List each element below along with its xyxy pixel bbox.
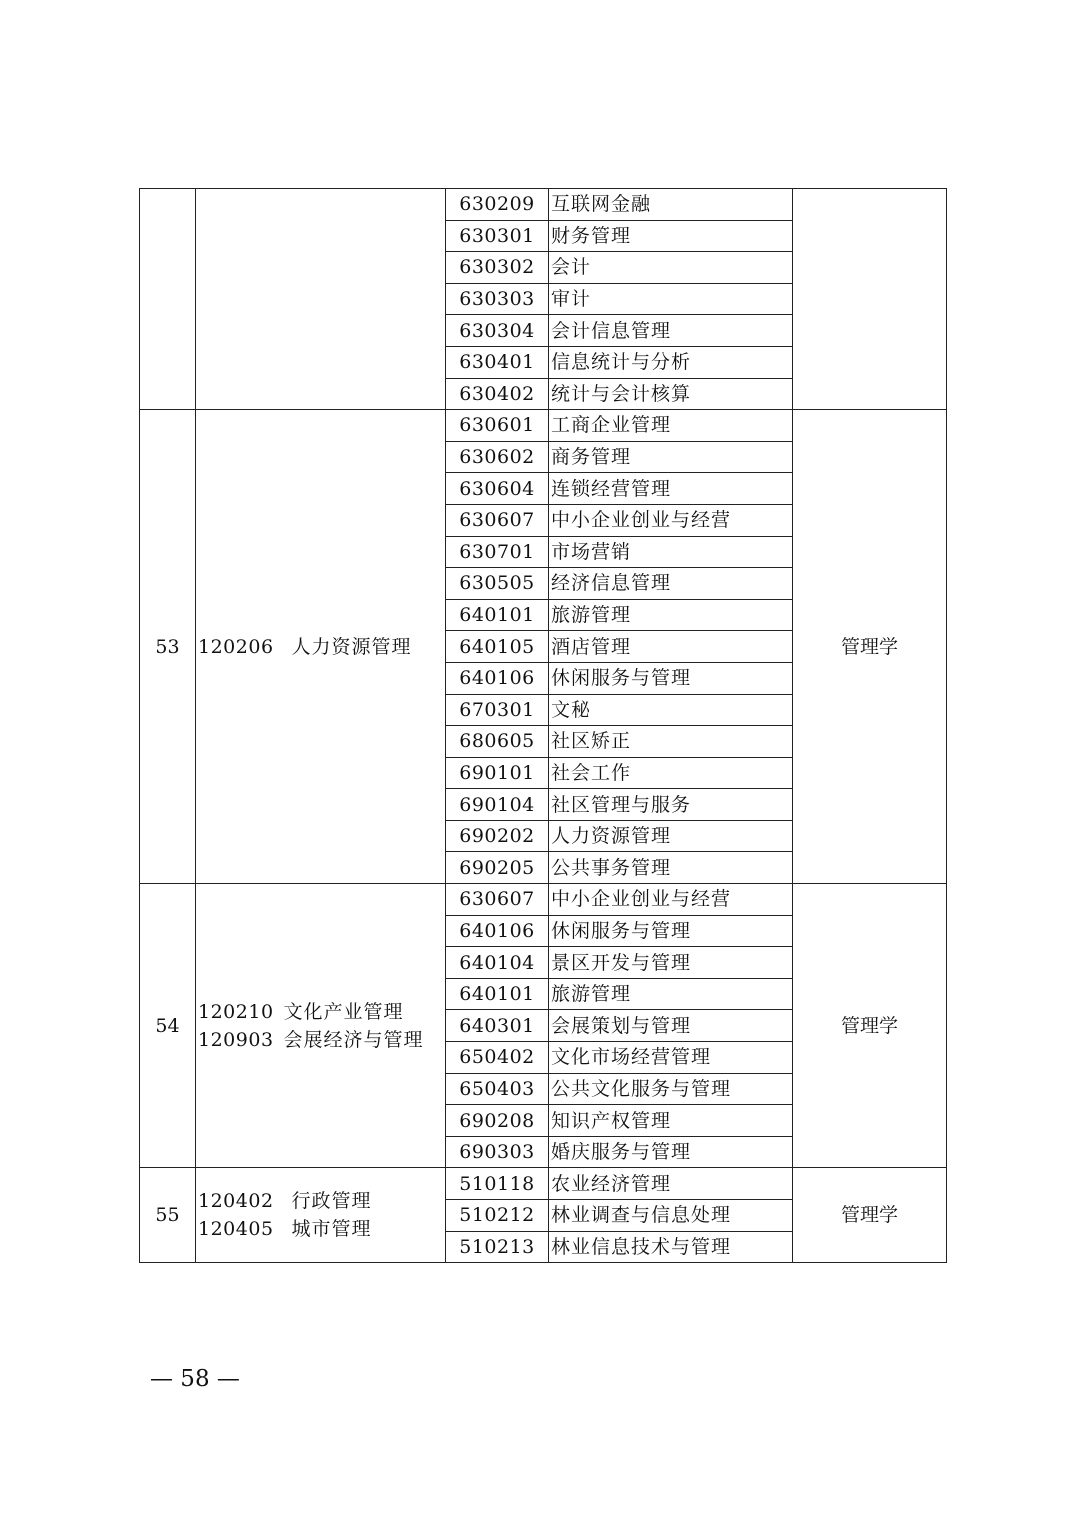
undergrad-major-code: 120405 [198,1218,274,1241]
undergrad-major-code: 120206 [198,635,274,658]
vocational-major-code: 640101 [446,978,549,1010]
vocational-major-code: 630505 [446,568,549,600]
vocational-major-code: 640301 [446,1010,549,1042]
vocational-major-code: 630304 [446,315,549,347]
discipline-category: 管理学 [793,1168,947,1263]
undergrad-majors-cell [196,189,446,410]
major-table [139,188,947,1263]
vocational-major-name: 中小企业创业与经营 [549,884,793,916]
undergrad-major [198,1026,445,1054]
vocational-major-code: 630301 [446,220,549,252]
vocational-major-code: 690208 [446,1105,549,1137]
vocational-major-name: 林业信息技术与管理 [549,1231,793,1263]
vocational-major-name: 统计与会计核算 [549,378,793,410]
vocational-major-code: 630701 [446,536,549,568]
vocational-major-code: 640104 [446,947,549,979]
vocational-major-name: 公共事务管理 [549,852,793,884]
vocational-major-code: 630602 [446,441,549,473]
vocational-major-name: 信息统计与分析 [549,346,793,378]
undergrad-major [198,998,445,1026]
vocational-major-code: 630601 [446,410,549,442]
vocational-major-code: 630302 [446,252,549,284]
vocational-major-name: 市场营销 [549,536,793,568]
vocational-major-name: 中小企业创业与经营 [549,504,793,536]
discipline-category: 管理学 [793,884,947,1168]
undergrad-major-name: 人力资源管理 [291,635,412,658]
group-number: 53 [140,410,196,884]
vocational-major-name: 农业经济管理 [549,1168,793,1200]
vocational-major-name: 旅游管理 [549,599,793,631]
vocational-major-code: 640101 [446,599,549,631]
vocational-major-code: 630402 [446,378,549,410]
undergrad-major-code: 120903 [198,1028,274,1051]
vocational-major-code: 640106 [446,662,549,694]
vocational-major-code: 670301 [446,694,549,726]
vocational-major-code: 690104 [446,789,549,821]
vocational-major-name: 连锁经营管理 [549,473,793,505]
table-row [140,884,947,916]
vocational-major-name: 林业调查与信息处理 [549,1200,793,1232]
vocational-major-name: 商务管理 [549,441,793,473]
vocational-major-code: 680605 [446,726,549,758]
table-row [140,410,947,442]
vocational-major-code: 690303 [446,1136,549,1168]
vocational-major-code: 640105 [446,631,549,663]
vocational-major-code: 630303 [446,283,549,315]
vocational-major-code: 510212 [446,1200,549,1232]
vocational-major-code: 650402 [446,1042,549,1074]
group-number [140,189,196,410]
undergrad-major-name: 会展经济与管理 [283,1028,424,1051]
vocational-major-name: 旅游管理 [549,978,793,1010]
vocational-major-code: 630401 [446,346,549,378]
vocational-major-name: 社会工作 [549,757,793,789]
table-row [140,1168,947,1200]
undergrad-major [198,633,445,661]
vocational-major-name: 会计 [549,252,793,284]
group-number: 55 [140,1168,196,1263]
table-row [140,189,947,221]
vocational-major-name: 经济信息管理 [549,568,793,600]
undergrad-majors-cell [196,1168,446,1263]
undergrad-major-name: 行政管理 [291,1190,372,1213]
vocational-major-name: 会展策划与管理 [549,1010,793,1042]
vocational-major-code: 630604 [446,473,549,505]
vocational-major-name: 社区管理与服务 [549,789,793,821]
vocational-major-name: 休闲服务与管理 [549,915,793,947]
undergrad-major [198,1215,445,1243]
vocational-major-name: 财务管理 [549,220,793,252]
vocational-major-code: 630209 [446,189,549,221]
undergrad-major [198,1187,445,1215]
vocational-major-name: 文秘 [549,694,793,726]
vocational-major-name: 会计信息管理 [549,315,793,347]
vocational-major-name: 婚庆服务与管理 [549,1136,793,1168]
vocational-major-name: 互联网金融 [549,189,793,221]
vocational-major-code: 630607 [446,884,549,916]
vocational-major-code: 650403 [446,1073,549,1105]
vocational-major-code: 690101 [446,757,549,789]
discipline-category [793,189,947,410]
undergrad-major-name: 文化产业管理 [283,1000,404,1023]
vocational-major-name: 公共文化服务与管理 [549,1073,793,1105]
vocational-major-name: 知识产权管理 [549,1105,793,1137]
vocational-major-name: 审计 [549,283,793,315]
vocational-major-name: 工商企业管理 [549,410,793,442]
vocational-major-code: 510213 [446,1231,549,1263]
vocational-major-code: 690202 [446,820,549,852]
table-body [140,189,947,1263]
vocational-major-code: 640106 [446,915,549,947]
vocational-major-name: 文化市场经营管理 [549,1042,793,1074]
vocational-major-name: 景区开发与管理 [549,947,793,979]
discipline-category: 管理学 [793,410,947,884]
group-number: 54 [140,884,196,1168]
undergrad-major-name: 城市管理 [291,1218,372,1241]
undergrad-majors-cell [196,410,446,884]
vocational-major-name: 社区矫正 [549,726,793,758]
vocational-major-name: 酒店管理 [549,631,793,663]
vocational-major-code: 630607 [446,504,549,536]
undergrad-majors-cell [196,884,446,1168]
vocational-major-name: 人力资源管理 [549,820,793,852]
page-number: — 58 — [150,1366,240,1392]
undergrad-major-code: 120402 [198,1190,274,1213]
undergrad-major-code: 120210 [198,1000,274,1023]
vocational-major-name: 休闲服务与管理 [549,662,793,694]
vocational-major-code: 690205 [446,852,549,884]
vocational-major-code: 510118 [446,1168,549,1200]
